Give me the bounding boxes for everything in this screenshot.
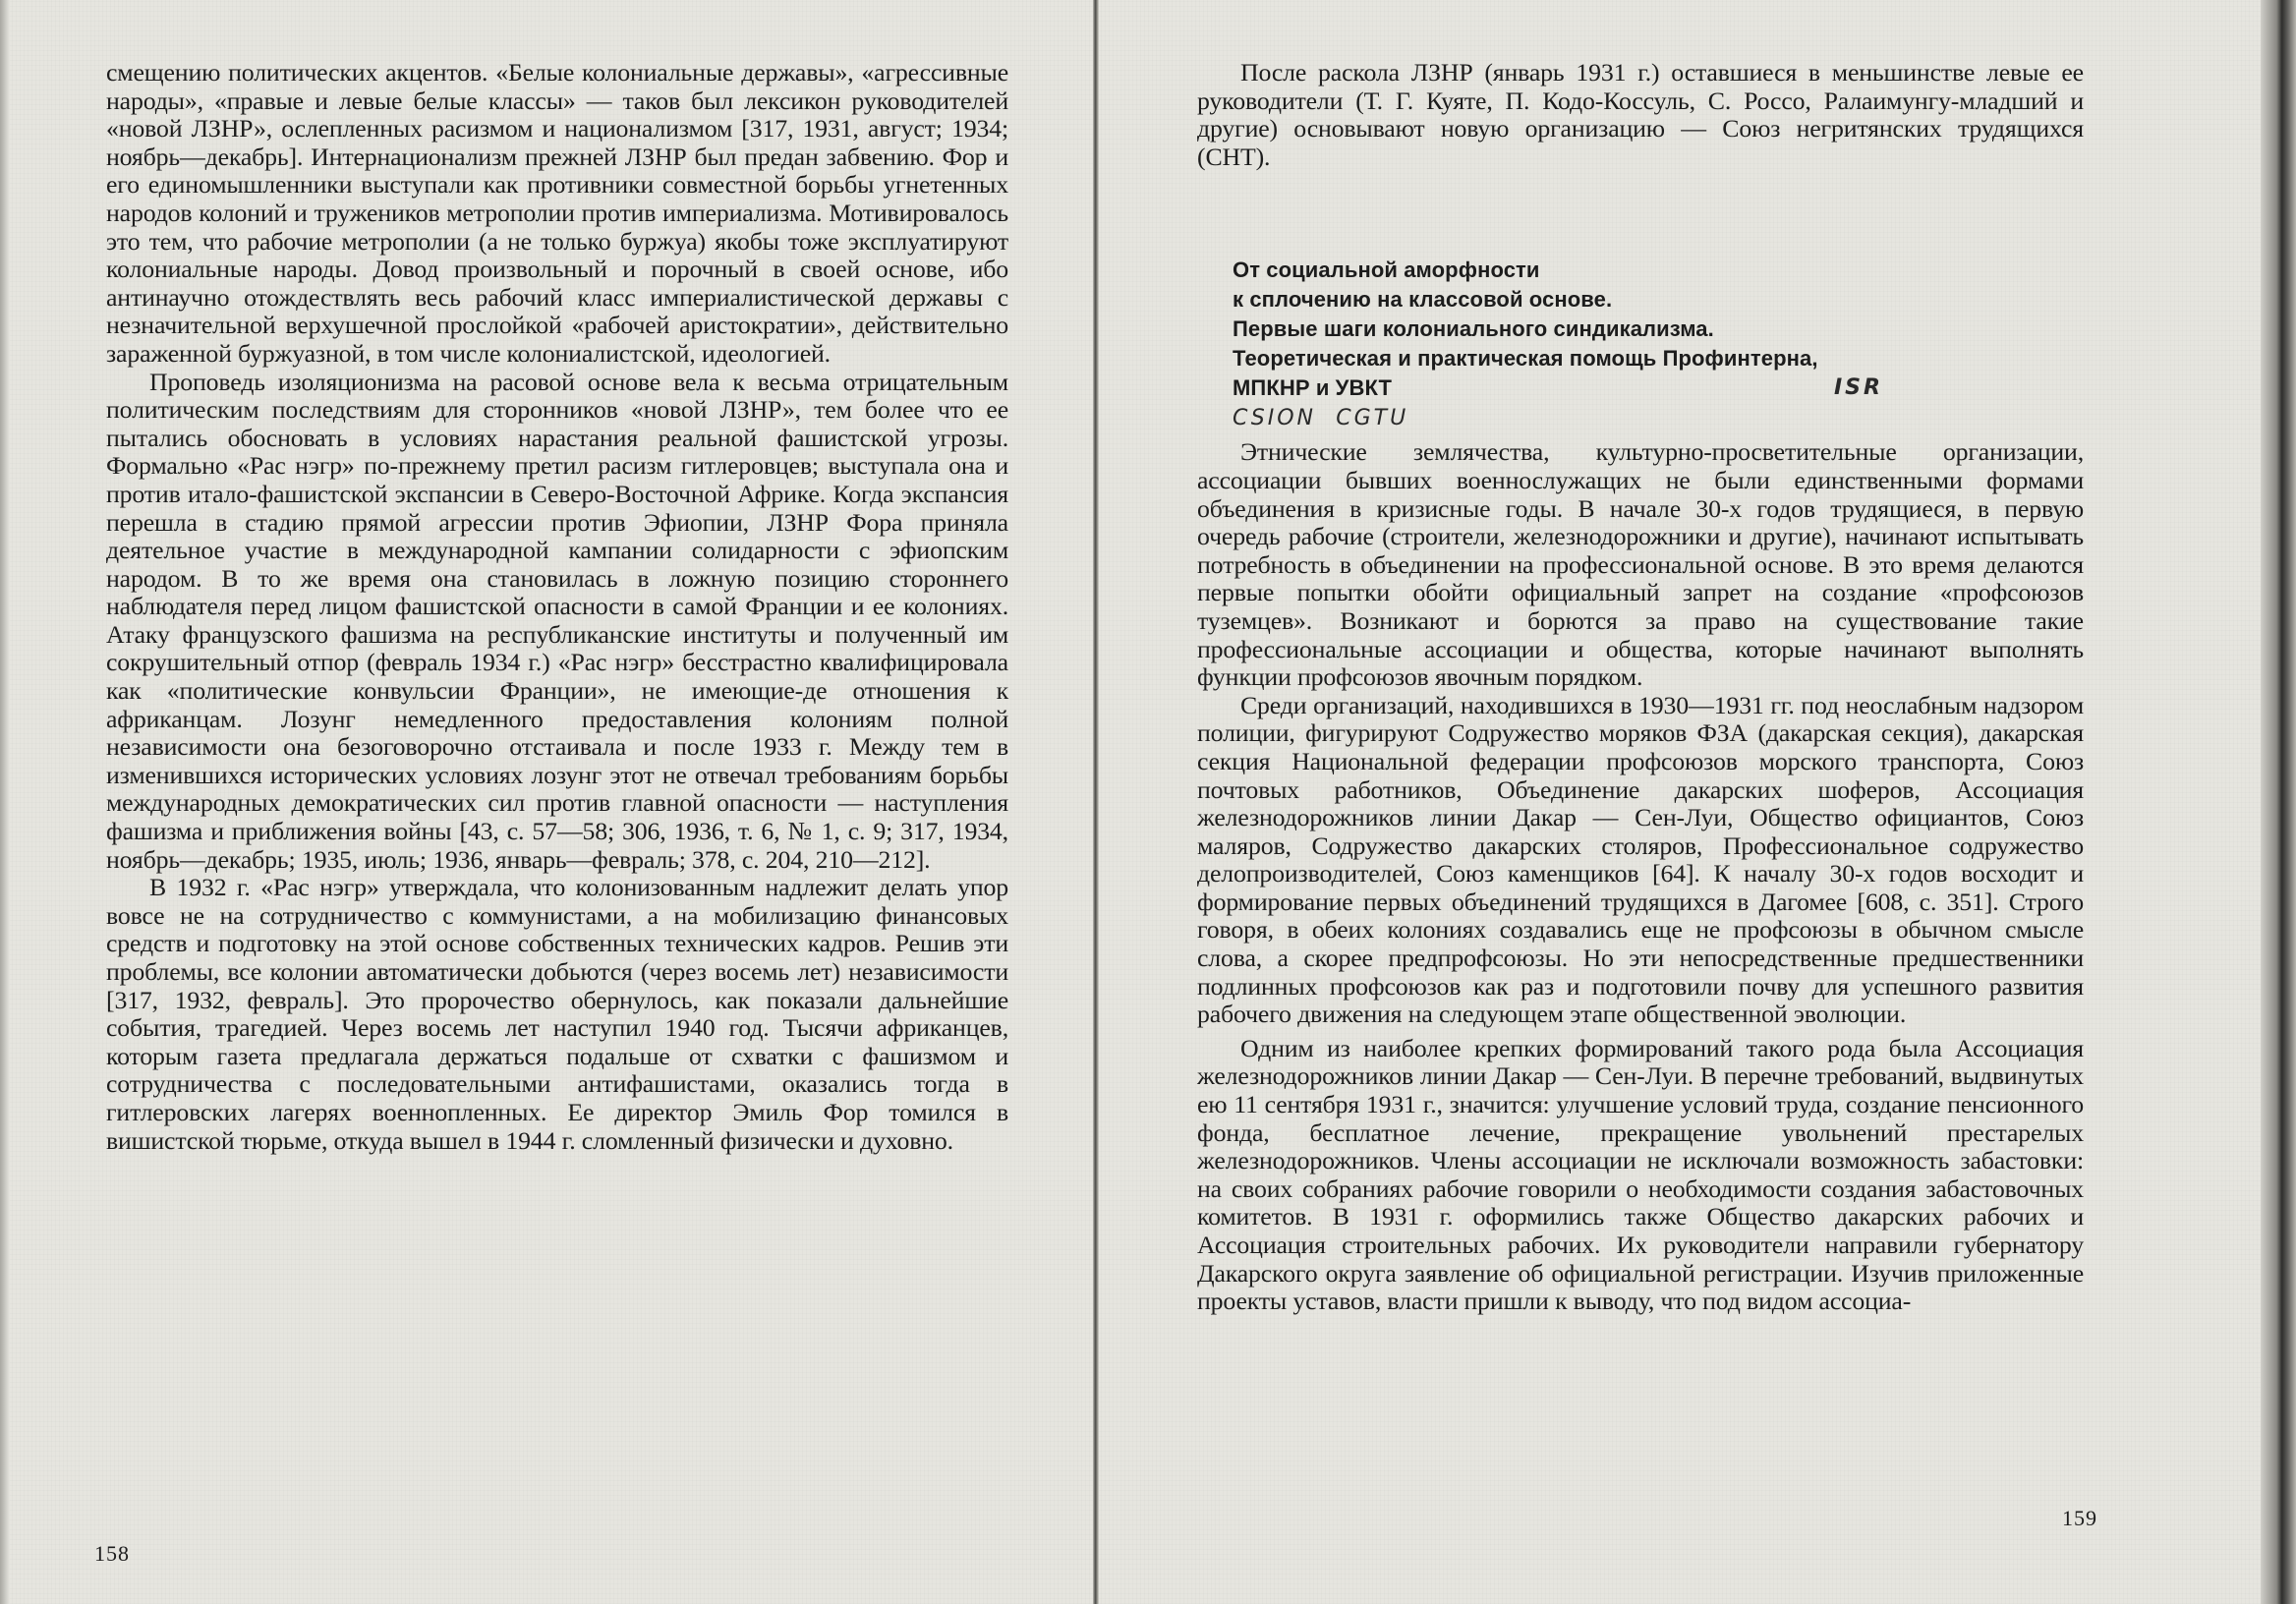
section-heading-line-1: От социальной аморфности: [1233, 258, 1540, 283]
right-page-text-column: [1197, 59, 2084, 1316]
left-paragraph-2: Проповедь изоляционизма на расовой основе вела к весьма отрицательным политическим последствиям для сторонников «новой ЛЗНР», тем более что ее пытались обосновать в условиях нарастания реальной фашистской угрозы. Формально «Рас нэгр» по-прежнему претил расизм гитлеровцев; выступала она и против итало-фашистской экспансии в Северо-Восточной Африке. Когда экспансия перешла в стадию прямой агрессии против Эфиопии, ЛЗНР Фора приняла деятельное участие в международной кампании солидарности с эфиопским народом. В то же время она становилась в ложную позицию стороннего наблюдателя перед лицом фашистской опасности в самой Франции и ее колониях. Атаку французского фашизма на республиканские институты и полученный им сокрушительный отпор (февраль 1934 г.) «Рас нэгр» бесстрастно квалифицировала как «политические конвульсии Франции», не имеющие-де отношения к африканцам. Лозунг немедленного предоставления колониям полной независимости она безоговорочно отстаивала и после 1933 г. Между тем в изменившихся исторических условиях лозунг этот не отвечал требованиям борьбы международных демократических сил против главной опасности — наступления фашизма и приближения войны [43, с. 57—58; 306, 1936, т. 6, № 1, с. 9; 317, 1934, ноябрь—декабрь; 1935, июль; 1936, январь—февраль; 378, с. 204, 210—212].: [106, 367, 1008, 874]
right-paragraph-3: Одним из наиболее крепких формирований такого рода была Ассоциация железнодорожников линии Дакар — Сен-Луи. В перечне требований, выдвинутых ею 11 сентября 1931 г., значится: улучшение условий труда, создание пенсионного фонда, бесплатное лечение, прекращение увольнений престарелых железнодорожников. Члены ассоциации не исключали возможность забастовки: на своих собраниях рабочие говорили о необходимости создания забастовочных комитетов. В 1931 г. оформились также Общество дакарских рабочих и Ассоциация строительных рабочих. Их руководители направили губернатору Дакарского округа заявление об официальной регистрации. Изучив приложенные проекты уставов, власти пришли к выводу, что под видом ассоциа-: [1197, 1033, 2084, 1316]
handwritten-notes-row: [1233, 403, 2084, 432]
right-page-edge: [2261, 0, 2296, 1604]
handwritten-note-csion: CSION: [1233, 406, 1316, 431]
right-page-number: 159: [2062, 1506, 2097, 1530]
left-page-text-column: [106, 59, 1008, 1155]
section-heading-line-5-row: [1233, 373, 2084, 403]
book-gutter: [1093, 0, 1099, 1604]
left-page-edge: [0, 0, 10, 1604]
right-paragraph-2: Среди организаций, находившихся в 1930—1931 гг. под неослабным надзором полиции, фигурируют Содружество моряков ФЗА (дакарская секция), дакарская секция Национальной федерации профсоюзов морского транспорта, Союз почтовых работников, Объединение дакарских шоферов, Ассоциация железнодорожников линии Дакар — Сен-Луи, Общество официантов, Союз маляров, Содружество дакарских столяров, Профессиональное содружество делопроизводителей, Союз каменщиков [64]. К началу 30-х годов восходит и формирование первых объединений трудящихся в Дагомее [608, с. 351]. Строго говоря, в обеих колониях создавались еще не профсоюзы в обычном смысле слова, а скорее предпрофсоюзы. Но эти непосредственные предшественники подлинных профсоюзов как раз и подготовили почву для успешного развития рабочего движения на следующем этапе общественной эволюции.: [1197, 690, 2084, 1029]
handwritten-note-cgtu: CGTU: [1336, 406, 1409, 431]
left-paragraph-1: смещению политических акцентов. «Белые колониальные державы», «агрессивные народы», «правые и левые белые классы» — таков был лексикон руководителей «новой ЛЗНР», ослепленных расизмом и национализмом [317, 1931, август; 1934; ноябрь—декабрь]. Интернационализм прежней ЛЗНР был предан забвению. Фор и его единомышленники выступали как противники совместной борьбы угнетенных народов колоний и тружеников метрополии против империализма. Мотивировалось это тем, что рабочие метрополии (а не только буржуа) якобы тоже эксплуатируют колониальные народы. Довод произвольный и порочный в своей основе, ибо антинаучно отождествлять весь рабочий класс империалистической державы с незначительной верхушечной прослойкой «рабочей аристократии», действительно зараженной буржуазной, в том числе колониалистской, идеологией.: [106, 58, 1008, 368]
handwritten-note-isr: ISR: [1834, 375, 1883, 401]
left-paragraph-3: В 1932 г. «Рас нэгр» утверждала, что колонизованным надлежит делать упор вовсе не на сотрудничество с коммунистами, а на мобилизацию финансовых средств и подготовку на этой основе собственных технических кадров. Решив эти проблемы, все колонии автоматически добьются (через восемь лет) независимости [317, 1932, февраль]. Это пророчество обернулось, как показали дальнейшие события, трагедией. Через восемь лет наступил 1940 год. Тысячи африканцев, которым газета предлагала держаться подальше от схватки с фашизмом и сотрудничества с последовательными антифашистами, оказались тогда в гитлеровских лагерях военнопленных. Ее директор Эмиль Фор томился в вишистской тюрьме, откуда вышел в 1944 г. сломленный физически и духовно.: [106, 873, 1008, 1155]
section-heading-line-5: МПКНР и УВКТ: [1233, 375, 1393, 401]
right-intro-paragraph: После раскола ЛЗНР (январь 1931 г.) оставшиеся в меньшинстве левые ее руководители (Т. Г. Куяте, П. Кодо-Коссуль, С. Россо, Ралаимунгу-младший и другие) основывают новую организацию — Союз негритянских трудящихся (СНТ).: [1197, 58, 2084, 171]
left-page-number: 158: [94, 1541, 130, 1566]
right-paragraph-1: Этнические землячества, культурно-просветительные организации, ассоциации бывших военнослужащих не были единственными формами объединения в кризисные годы. В начале 30-х годов трудящиеся, в первую очередь рабочие (строители, железнодорожники и другие), начинают испытывать потребность в объединении на профессиональной основе. В это время делаются первые попытки обойти официальный запрет на создание «профсоюзов туземцев». Возникают и борются за право на существование такие профессиональные ассоциации и общества, которые начинают выполнять функции профсоюзов явочным порядком.: [1197, 437, 2084, 692]
section-heading-line-4: Теоретическая и практическая помощь Профинтерна,: [1233, 346, 1818, 372]
section-heading: [1233, 256, 2084, 432]
section-heading-line-2: к сплочению на классовой основе.: [1233, 287, 1613, 313]
section-heading-line-3: Первые шаги колониального синдикализма.: [1233, 316, 1714, 342]
